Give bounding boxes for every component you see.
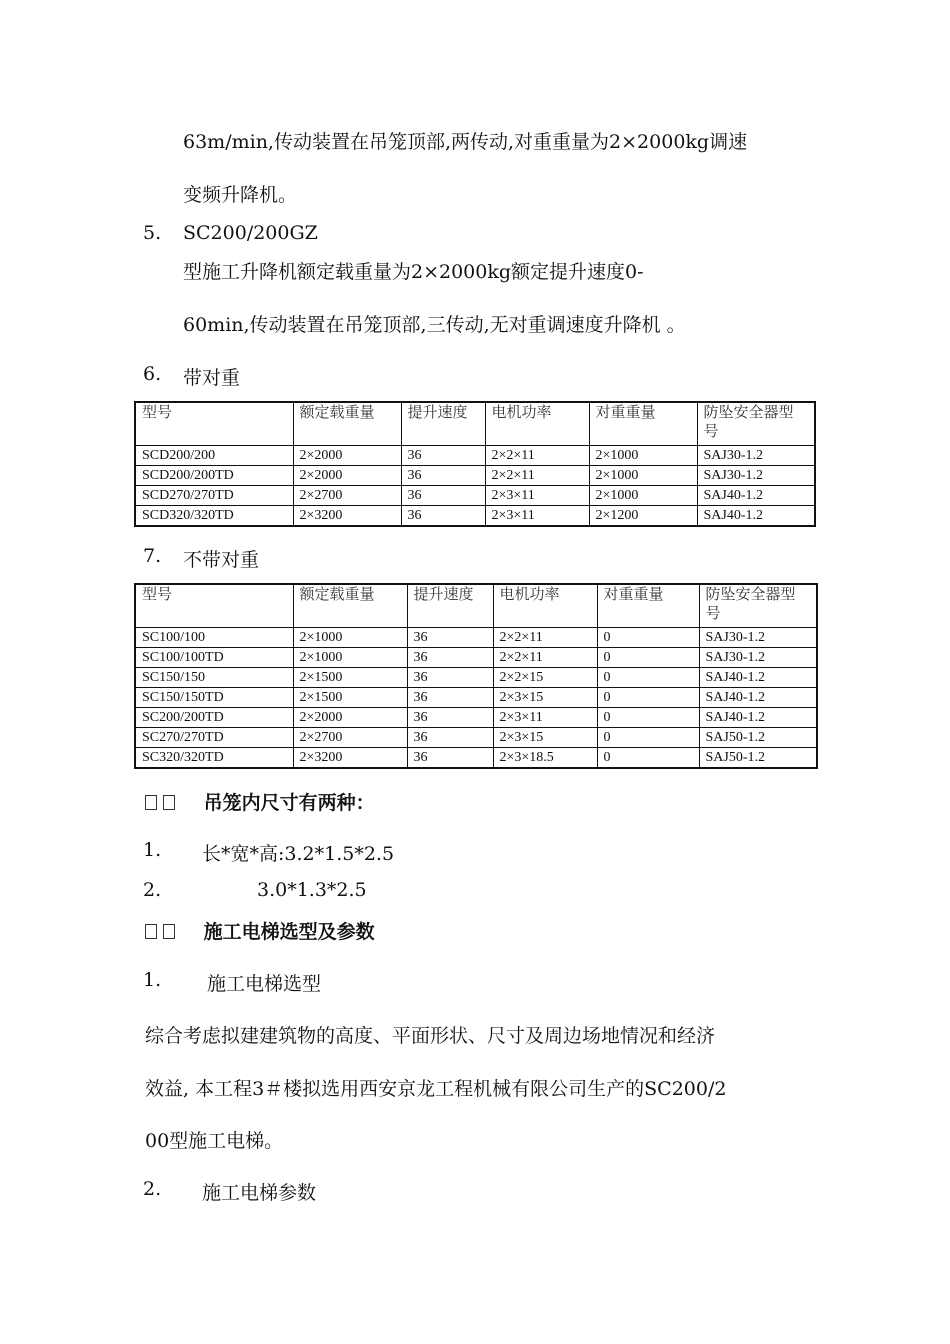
cell-load: 2×1000 xyxy=(293,628,407,648)
missing-glyph-icon xyxy=(163,924,175,939)
cell-safety-device: SAJ50-1.2 xyxy=(699,748,817,769)
cell-power: 2×3×11 xyxy=(493,708,597,728)
header-load: 额定载重量 xyxy=(293,402,401,446)
cage-heading-text: 吊笼内尺寸有两种： xyxy=(203,792,375,814)
cell-model: SCD200/200 xyxy=(135,446,293,466)
cell-load: 2×3200 xyxy=(293,506,401,527)
cell-power: 2×2×11 xyxy=(485,466,589,486)
item5-line-2: 60min,传动装置在吊笼顶部,三传动,无对重调速度升降机 。 xyxy=(183,314,686,336)
elevator-paragraph-line-3: 00型施工电梯。 xyxy=(145,1130,284,1152)
cell-counterweight: 0 xyxy=(597,688,699,708)
cell-safety-device: SAJ30-1.2 xyxy=(699,648,817,668)
cell-speed: 36 xyxy=(401,506,485,527)
cell-model: SC320/320TD xyxy=(135,748,293,769)
item5-model: SC200/200GZ xyxy=(183,222,318,244)
elevator-sub1-number: 1. xyxy=(143,969,162,991)
item6-number: 6. xyxy=(143,363,162,385)
table-row xyxy=(135,668,817,688)
cell-load: 2×2700 xyxy=(293,728,407,748)
cell-speed: 36 xyxy=(407,728,493,748)
elevator-paragraph-line-2: 效益, 本工程3＃楼拟选用西安京龙工程机械有限公司生产的SC200/2 xyxy=(145,1078,727,1100)
item6-title: 带对重 xyxy=(183,367,241,389)
header-safety-device: 防坠安全器型号 xyxy=(697,402,815,446)
cell-counterweight: 2×1000 xyxy=(589,486,697,506)
table-without-counterweight xyxy=(134,583,818,769)
cell-safety-device: SAJ30-1.2 xyxy=(697,466,815,486)
cell-load: 2×2000 xyxy=(293,466,401,486)
table-header-row xyxy=(135,584,817,628)
cell-power: 2×2×15 xyxy=(493,668,597,688)
cell-counterweight: 0 xyxy=(597,628,699,648)
header-counterweight: 对重重量 xyxy=(597,584,699,628)
cage-item2-number: 2. xyxy=(143,879,162,901)
cell-counterweight: 0 xyxy=(597,728,699,748)
cell-power: 2×3×11 xyxy=(485,486,589,506)
table-row xyxy=(135,688,817,708)
cell-speed: 36 xyxy=(407,688,493,708)
cell-model: SC200/200TD xyxy=(135,708,293,728)
cell-model: SC100/100TD xyxy=(135,648,293,668)
header-model: 型号 xyxy=(135,584,293,628)
cell-safety-device: SAJ50-1.2 xyxy=(699,728,817,748)
cell-speed: 36 xyxy=(401,466,485,486)
cell-load: 2×2000 xyxy=(293,446,401,466)
table-row xyxy=(135,466,815,486)
cell-load: 2×1500 xyxy=(293,688,407,708)
missing-glyph-icon xyxy=(163,795,175,810)
intro-line-1: 63m/min,传动装置在吊笼顶部,两传动,对重重量为2×2000kg调速 xyxy=(183,131,748,153)
cell-safety-device: SAJ40-1.2 xyxy=(697,506,815,527)
cage-item1-number: 1. xyxy=(143,839,162,861)
cell-speed: 36 xyxy=(407,748,493,769)
cell-safety-device: SAJ40-1.2 xyxy=(699,688,817,708)
table-row xyxy=(135,446,815,466)
cell-load: 2×1500 xyxy=(293,668,407,688)
cell-counterweight: 0 xyxy=(597,668,699,688)
cell-counterweight: 2×1000 xyxy=(589,446,697,466)
elevator-heading-text: 施工电梯选型及参数 xyxy=(203,921,375,943)
elevator-sub1-text: 施工电梯选型 xyxy=(207,973,322,995)
header-power: 电机功率 xyxy=(493,584,597,628)
cell-model: SCD200/200TD xyxy=(135,466,293,486)
cell-power: 2×3×18.5 xyxy=(493,748,597,769)
elevator-section-heading xyxy=(145,917,375,944)
missing-glyph-icon xyxy=(145,795,157,810)
cell-power: 2×3×15 xyxy=(493,728,597,748)
cell-counterweight: 0 xyxy=(597,748,699,769)
cell-power: 2×2×11 xyxy=(493,648,597,668)
cell-model: SCD270/270TD xyxy=(135,486,293,506)
cage-item1-text: 长*宽*高:3.2*1.5*2.5 xyxy=(202,843,395,865)
table-row xyxy=(135,506,815,527)
item5-line-1: 型施工升降机额定载重量为2×2000kg额定提升速度0- xyxy=(183,261,644,283)
cell-speed: 36 xyxy=(407,628,493,648)
cell-power: 2×2×11 xyxy=(485,446,589,466)
table-row xyxy=(135,628,817,648)
header-safety-device: 防坠安全器型号 xyxy=(699,584,817,628)
table-row xyxy=(135,728,817,748)
cage-item2-text: 3.0*1.3*2.5 xyxy=(257,879,367,901)
cell-model: SC150/150TD xyxy=(135,688,293,708)
table-row xyxy=(135,708,817,728)
cell-power: 2×2×11 xyxy=(493,628,597,648)
table-header-row xyxy=(135,402,815,446)
table-row xyxy=(135,648,817,668)
cell-model: SC150/150 xyxy=(135,668,293,688)
cell-counterweight: 2×1000 xyxy=(589,466,697,486)
cell-safety-device: SAJ40-1.2 xyxy=(699,668,817,688)
cell-safety-device: SAJ40-1.2 xyxy=(697,486,815,506)
header-load: 额定载重量 xyxy=(293,584,407,628)
header-model: 型号 xyxy=(135,402,293,446)
table-with-counterweight xyxy=(134,401,816,527)
cell-model: SC270/270TD xyxy=(135,728,293,748)
cell-load: 2×1000 xyxy=(293,648,407,668)
cell-speed: 36 xyxy=(407,708,493,728)
elevator-sub2-number: 2. xyxy=(143,1178,162,1200)
item7-title: 不带对重 xyxy=(183,549,260,571)
item7-number: 7. xyxy=(143,545,162,567)
header-counterweight: 对重重量 xyxy=(589,402,697,446)
cell-speed: 36 xyxy=(401,446,485,466)
cell-safety-device: SAJ30-1.2 xyxy=(699,628,817,648)
intro-line-2: 变频升降机。 xyxy=(183,184,298,206)
cell-model: SCD320/320TD xyxy=(135,506,293,527)
header-speed: 提升速度 xyxy=(407,584,493,628)
cell-model: SC100/100 xyxy=(135,628,293,648)
table-row xyxy=(135,486,815,506)
cell-load: 2×2000 xyxy=(293,708,407,728)
cell-safety-device: SAJ30-1.2 xyxy=(697,446,815,466)
cell-power: 2×3×15 xyxy=(493,688,597,708)
cell-speed: 36 xyxy=(401,486,485,506)
cell-load: 2×3200 xyxy=(293,748,407,769)
item5-number: 5. xyxy=(143,222,162,244)
cell-load: 2×2700 xyxy=(293,486,401,506)
table-row xyxy=(135,748,817,769)
missing-glyph-icon xyxy=(145,924,157,939)
header-speed: 提升速度 xyxy=(401,402,485,446)
cell-counterweight: 0 xyxy=(597,708,699,728)
cage-section-heading xyxy=(145,788,375,815)
cell-power: 2×3×11 xyxy=(485,506,589,527)
header-power: 电机功率 xyxy=(485,402,589,446)
elevator-sub2-text: 施工电梯参数 xyxy=(202,1182,317,1204)
cell-speed: 36 xyxy=(407,648,493,668)
cell-safety-device: SAJ40-1.2 xyxy=(699,708,817,728)
cell-counterweight: 0 xyxy=(597,648,699,668)
cell-speed: 36 xyxy=(407,668,493,688)
cell-counterweight: 2×1200 xyxy=(589,506,697,527)
elevator-paragraph-line-1: 综合考虑拟建建筑物的高度、平面形状、尺寸及周边场地情况和经济 xyxy=(145,1025,716,1047)
